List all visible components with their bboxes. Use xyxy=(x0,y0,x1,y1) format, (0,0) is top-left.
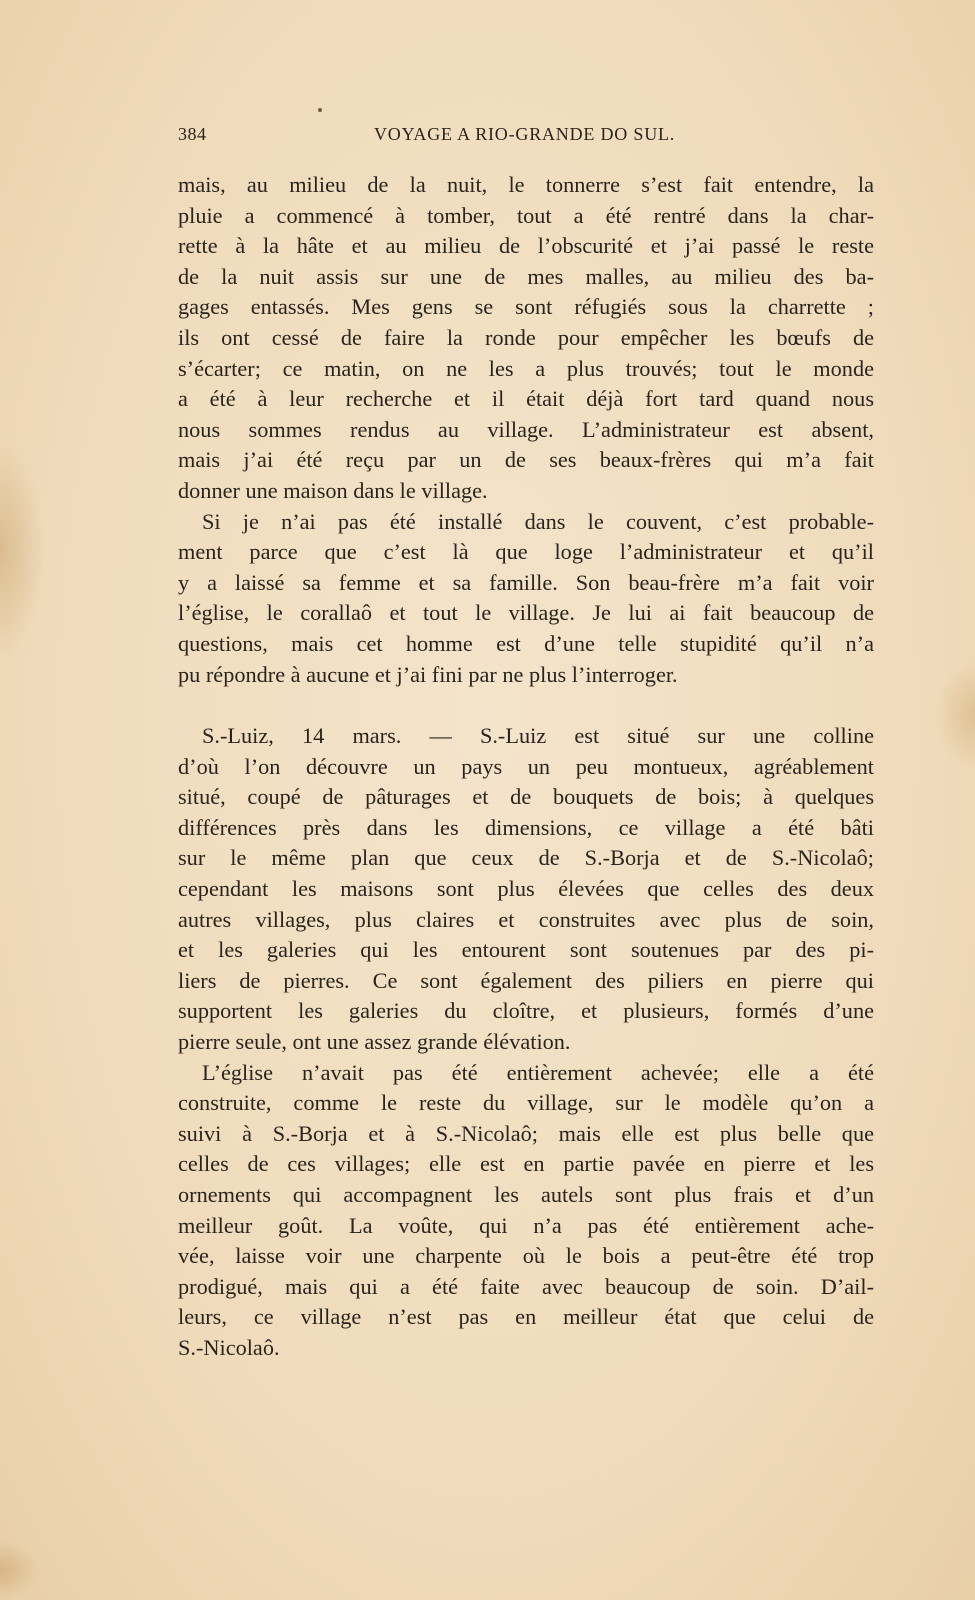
text-line: L’église n’avait pas été entièrement achevée; elle a été xyxy=(202,1059,874,1085)
text-line: construite, comme le reste du village, sur le modèle qu’on a xyxy=(178,1090,874,1116)
text-line: pu répondre à aucune et j’ai fini par ne plus l’interroger. xyxy=(178,661,678,687)
paper-stain xyxy=(0,440,45,660)
text-line: mais, au milieu de la nuit, le tonnerre s’est fait entendre, la xyxy=(178,172,874,197)
text-line: rette à la hâte et au milieu de l’obscurité et j’ai passé le reste xyxy=(178,233,874,259)
text-line: d’où l’on découvre un pays un peu montueux, agréablement xyxy=(178,753,874,779)
text-line: liers de pierres. Ce sont également des piliers en pierre qui xyxy=(178,967,874,993)
text-line: celles de ces villages; elle est en partie pavée en pierre et les xyxy=(178,1151,874,1177)
text-line: de la nuit assis sur une de mes malles, au milieu des ba- xyxy=(178,263,874,289)
page-header xyxy=(178,124,874,150)
ink-speck xyxy=(318,108,322,112)
text-line: ils ont cessé de faire la ronde pour empêcher les bœufs de xyxy=(178,324,874,350)
text-line: et les galeries qui les entourent sont soutenues par des pi- xyxy=(178,937,874,963)
text-line: l’église, le corallaô et tout le village. Je lui ai fait beaucoup de xyxy=(178,600,874,626)
text-line: y a laissé sa femme et sa famille. Son beau-frère m’a fait voir xyxy=(178,569,874,595)
text-line: prodigué, mais qui a été faite avec beaucoup de soin. D’ail- xyxy=(178,1273,874,1299)
paper-stain xyxy=(0,1540,40,1600)
text-line: Si je n’ai pas été installé dans le couvent, c’est probable- xyxy=(202,508,874,534)
text-line: autres villages, plus claires et construites avec plus de soin, xyxy=(178,906,874,932)
text-line: vée, laisse voir une charpente où le bois a peut-être été trop xyxy=(178,1243,874,1269)
text-line: suivi à S.-Borja et à S.-Nicolaô; mais elle est plus belle que xyxy=(178,1120,874,1146)
text-line: cependant les maisons sont plus élevées que celles des deux xyxy=(178,876,874,902)
text-line: nous sommes rendus au village. L’administrateur est absent, xyxy=(178,416,874,442)
text-line: pluie a commencé à tomber, tout a été rentré dans la char- xyxy=(178,202,874,228)
text-line: pierre seule, ont une assez grande élévation. xyxy=(178,1029,571,1055)
text-line: gages entassés. Mes gens se sont réfugiés sous la charrette ; xyxy=(178,294,874,320)
text-line: meilleur goût. La voûte, qui n’a pas été entièrement ache- xyxy=(178,1212,874,1238)
paper-stain xyxy=(935,660,975,770)
body-text xyxy=(178,170,874,1364)
text-line: situé, coupé de pâturages et de bouquets de bois; à quelques xyxy=(178,784,874,810)
text-line: ment parce que c’est là que loge l’administrateur et qu’il xyxy=(178,539,874,565)
text-line: mais j’ai été reçu par un de ses beaux-frères qui m’a fait xyxy=(178,447,874,473)
paragraph-gap xyxy=(178,690,874,721)
text-line: S.-Luiz, 14 mars. — S.-Luiz est situé sur une colline xyxy=(202,723,874,749)
text-line: questions, mais cet homme est d’une telle stupidité qu’il n’a xyxy=(178,630,874,656)
text-line: ornements qui accompagnent les autels sont plus frais et d’un xyxy=(178,1182,874,1207)
text-line: donner une maison dans le village. xyxy=(178,477,488,503)
text-line: supportent les galeries du cloître, et plusieurs, formés d’une xyxy=(178,998,874,1024)
running-title: VOYAGE A RIO-GRANDE DO SUL. xyxy=(374,124,676,144)
text-line: différences près dans les dimensions, ce village a été bâti xyxy=(178,814,874,840)
text-line: a été à leur recherche et il était déjà fort tard quand nous xyxy=(178,386,874,412)
text-line: s’écarter; ce matin, on ne les a plus trouvés; tout le monde xyxy=(178,355,874,381)
text-line: sur le même plan que ceux de S.-Borja et de S.-Nicolaô; xyxy=(178,845,874,871)
text-line: leurs, ce village n’est pas en meilleur état que celui de xyxy=(178,1304,874,1330)
page-number: 384 xyxy=(178,124,207,144)
text-line: S.-Nicolaô. xyxy=(178,1334,280,1360)
